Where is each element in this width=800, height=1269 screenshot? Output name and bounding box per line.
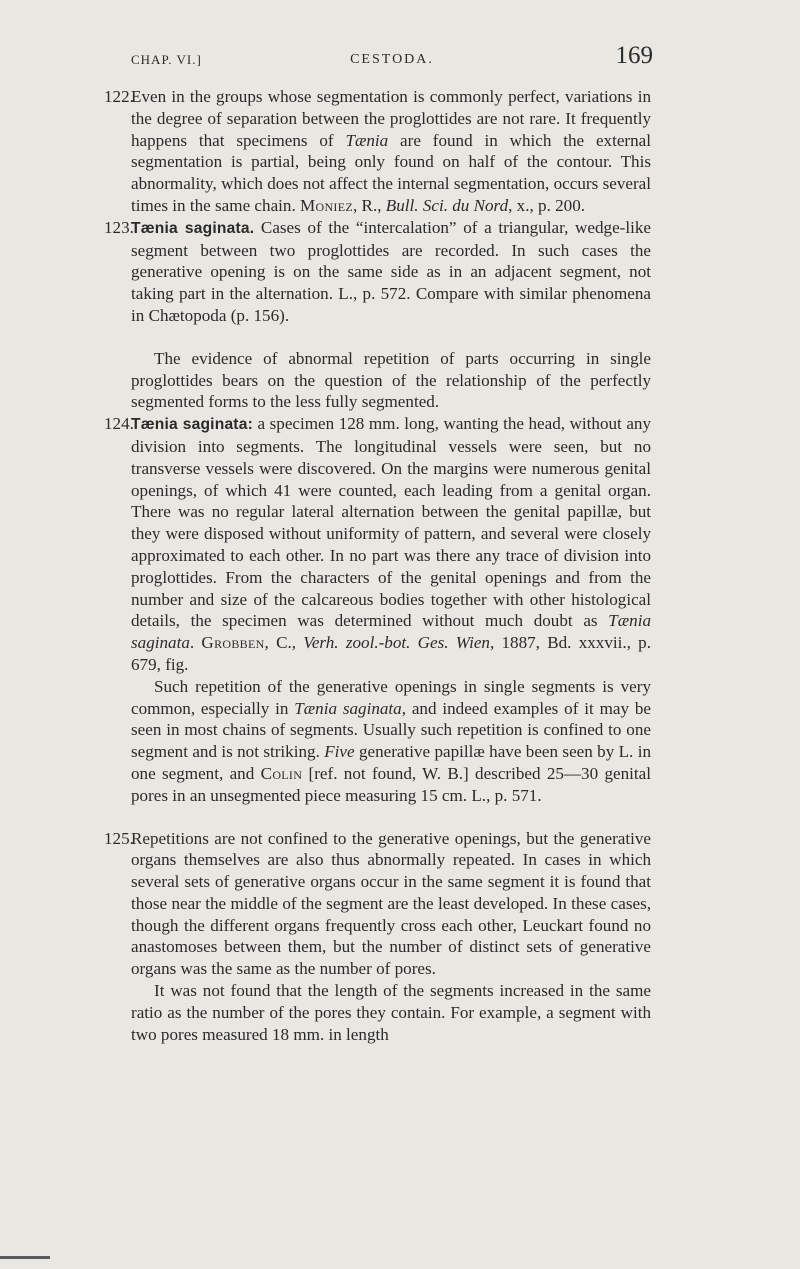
text-run: The evidence of abnormal repetition of parts occurring in single proglottides bears on the question of the relationship of the perfectly segmented forms to the less fully segmented.	[131, 348, 651, 412]
text-run: Tænia saginata.	[131, 219, 255, 237]
paragraph	[104, 413, 652, 676]
paragraph	[104, 217, 651, 327]
paragraph	[104, 86, 651, 217]
chapter-label: CHAP. VI.]	[131, 52, 202, 67]
text-run: are found in which the external segmentation is partial, being only found on half of the contour. This abnormality, which does not affect the internal segmentation, occurs several times in the same chain.	[131, 130, 651, 215]
scan-edge-mark	[0, 1256, 50, 1259]
text-run: Tænia saginata	[294, 698, 402, 718]
text-run: Verh. zool.-bot. Ges. Wien	[303, 633, 490, 653]
text-run: Even in the groups whose segmentation is commonly perfect, variations in the degree of separation between the proglottides are not rare. It frequently happens that specimens of	[131, 87, 651, 150]
text-run: Grobben	[201, 633, 265, 653]
paragraph	[131, 348, 651, 413]
text-run: , C.,	[264, 633, 304, 653]
text-run: generative papillæ have been seen by L. in one segment, and	[131, 742, 651, 783]
running-title: CESTODA.	[350, 52, 434, 67]
body-text	[104, 86, 652, 1045]
text-run: Tænia saginata:	[131, 416, 253, 434]
paragraph-number: 125.	[104, 828, 134, 848]
paragraph-number: 123.	[104, 217, 134, 237]
text-run: [ref. not found, W. B.] described 25—30 genital pores in an unsegmented piece measuring 15 cm. L., p. 571.	[131, 763, 652, 805]
text-run: Colin	[260, 763, 303, 783]
text-run: a specimen 128 mm. long, wanting the head, without any division into segments. The longitudinal vessels were seen, but no transverse vessels were discovered. On the margins were numerous genital openings, of which 41 were counted, each leading from a genital organ. There was no regular lateral alternation between the genital papillæ, but they were disposed without uniformity of pattern, and several were closely approximated to each other. In no part was there any trace of division into proglottides. From the characters of the genital openings and from the number and size of the calcareous bodies together with other histological details, the specimen was determined without much doubt as	[131, 414, 652, 631]
paragraph	[131, 980, 651, 1045]
paragraph-gap	[131, 807, 651, 828]
text-run: .	[189, 633, 202, 653]
text-run: It was not found that the length of the segments increased in the same ratio as the number of the pores they contain. For example, a segment with two pores measured 18 mm. in length	[131, 981, 651, 1044]
text-run: , x., p. 200.	[508, 195, 586, 215]
text-run: Repetitions are not confined to the generative openings, but the generative organs themselves are also thus abnormally repeated. In cases in which several sets of generative organs occur in the same segment it is found that those near the middle of the segment are the least developed. In these cases, though the different organs frequently cross each other, Leuckart found no anastomoses between them, but the number of distinct sets of generative organs was the same as the number of pores.	[131, 828, 651, 979]
text-run: Tænia saginata	[131, 611, 651, 653]
paragraph	[104, 828, 651, 981]
running-header	[131, 42, 653, 82]
text-run: , 1887, Bd. xxxvii., p. 679, fig.	[131, 633, 651, 674]
text-run: Moniez	[300, 195, 353, 215]
text-run: Five	[324, 742, 355, 762]
text-run: , and indeed examples of it may be seen in most chains of segments. Usually such repetition is confined to one segment and is not striking.	[131, 698, 651, 762]
text-run: Bull. Sci. du Nord	[385, 195, 509, 215]
text-run: Cases of the “intercalation” of a triangular, wedge-like segment between two proglottides are recorded. In such cases the generative opening is on the same side as in an adjacent segment, not taking part in the alternation. L., p. 572. Compare with similar phenomena in Chætopoda (p. 156).	[131, 217, 651, 325]
page-number: 169	[615, 42, 653, 69]
text-run: Tænia	[345, 130, 389, 150]
paragraph-number: 124.	[104, 414, 134, 434]
paragraph-gap	[131, 327, 651, 348]
text-run: , R.,	[353, 195, 386, 215]
text-run: Such repetition of the generative openings in single segments is very common, especially in	[131, 676, 651, 718]
paragraph	[131, 676, 651, 807]
paragraph-number: 122.	[104, 87, 134, 106]
